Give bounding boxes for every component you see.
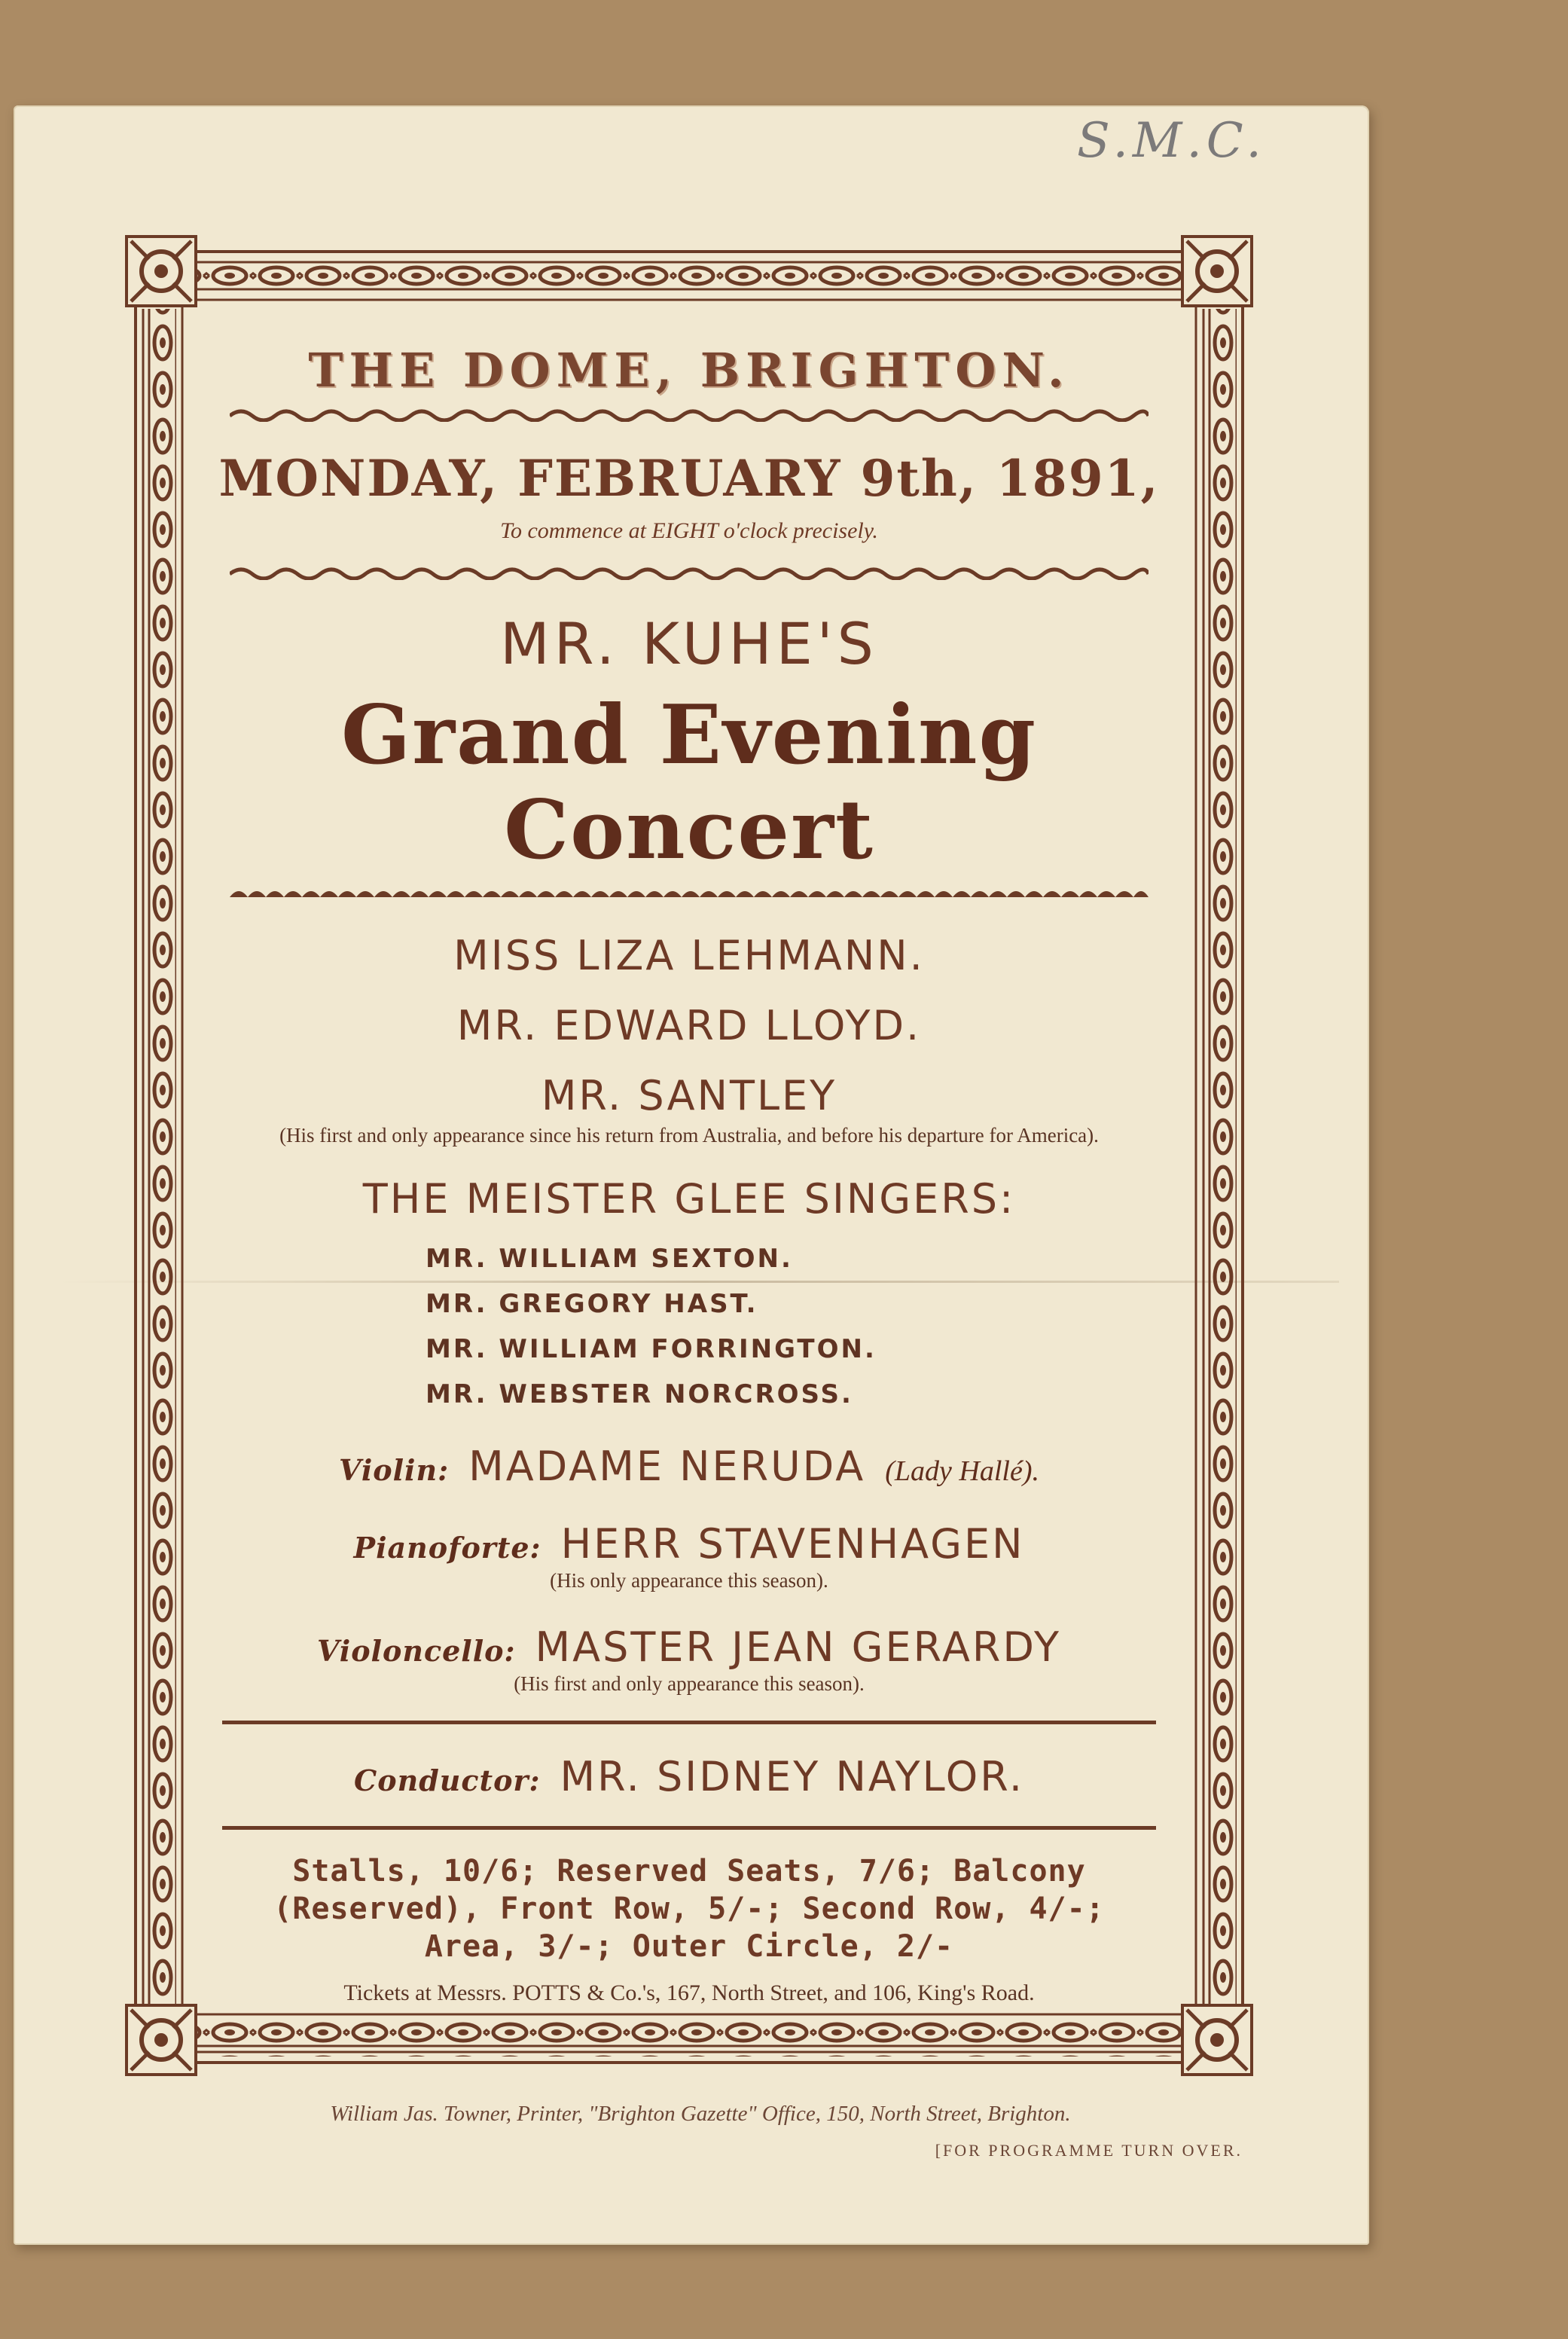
divider-rule [222, 1721, 1156, 1724]
artist-lehmann: MISS LIZA LEHMANN. [453, 932, 925, 979]
glee-title: THE MEISTER GLEE SINGERS: [362, 1175, 1016, 1223]
violoncello-name: MASTER JEAN GERARDY [535, 1623, 1062, 1671]
violoncello-line [197, 1623, 1181, 1671]
presenter-name: MR. KUHE'S [500, 610, 878, 677]
glee-members-list [426, 1236, 953, 1417]
list-item: MR. WEBSTER NORCROSS. [426, 1379, 853, 1409]
conductor-line [197, 1753, 1181, 1800]
list-item: MR. WILLIAM SEXTON. [426, 1244, 793, 1274]
violin-role: Violin: [339, 1453, 450, 1487]
conductor-role: Conductor: [353, 1763, 541, 1797]
violin-name: MADAME NERUDA [468, 1443, 866, 1490]
concert-title: Grand Evening Concert [340, 688, 1038, 878]
programme-content [197, 290, 1181, 2006]
concert-date: MONDAY, FEBRUARY 9th, 1891, [218, 449, 1160, 508]
pianoforte-line [197, 1520, 1181, 1568]
handwritten-note: S.M.C. [1077, 113, 1266, 169]
turnover-note: [FOR PROGRAMME TURN OVER. [935, 2141, 1243, 2160]
list-item: MR. GREGORY HAST. [426, 1289, 758, 1319]
printer-imprint: William Jas. Towner, Printer, "Brighton Gazette" Office, 150, North Street, Brighton. [330, 2102, 1071, 2126]
pianoforte-note: (His only appearance this season). [550, 1569, 828, 1592]
artist-lloyd: MR. EDWARD LLOYD. [456, 1002, 922, 1049]
tickets-info: Tickets at Messrs. POTTS & Co.'s, 167, North Street, and 106, King's Road. [343, 1980, 1035, 2005]
violoncello-note: (His first and only appearance this season). [514, 1672, 865, 1695]
scallop-divider-icon [230, 885, 1149, 902]
wave-divider-icon [230, 405, 1149, 422]
violoncello-role: Violoncello: [316, 1634, 516, 1668]
commence-time: To commence at EIGHT o'clock precisely. [500, 518, 878, 543]
price-line: Area, 3/-; Outer Circle, 2/- [424, 1929, 954, 1964]
violin-line [197, 1443, 1181, 1490]
prices-block [197, 1852, 1181, 1965]
price-line: (Reserved), Front Row, 5/-; Second Row, 4/-; [273, 1892, 1105, 1926]
venue-heading: THE DOME, BRIGHTON. [308, 343, 1070, 398]
divider-rule [222, 1826, 1156, 1830]
conductor-name: MR. SIDNEY NAYLOR. [560, 1753, 1025, 1800]
santley-note: (His first and only appearance since his return from Australia, and before his departure for America). [279, 1124, 1099, 1147]
artist-santley: MR. SANTLEY [541, 1072, 837, 1119]
pianoforte-role: Pianoforte: [353, 1531, 541, 1565]
list-item: MR. WILLIAM FORRINGTON. [426, 1334, 877, 1364]
pianoforte-name: HERR STAVENHAGEN [560, 1520, 1025, 1568]
wave-divider-icon [230, 563, 1149, 580]
price-line: Stalls, 10/6; Reserved Seats, 7/6; Balcony [292, 1854, 1086, 1889]
violin-alias: (Lady Hallé). [885, 1455, 1039, 1487]
